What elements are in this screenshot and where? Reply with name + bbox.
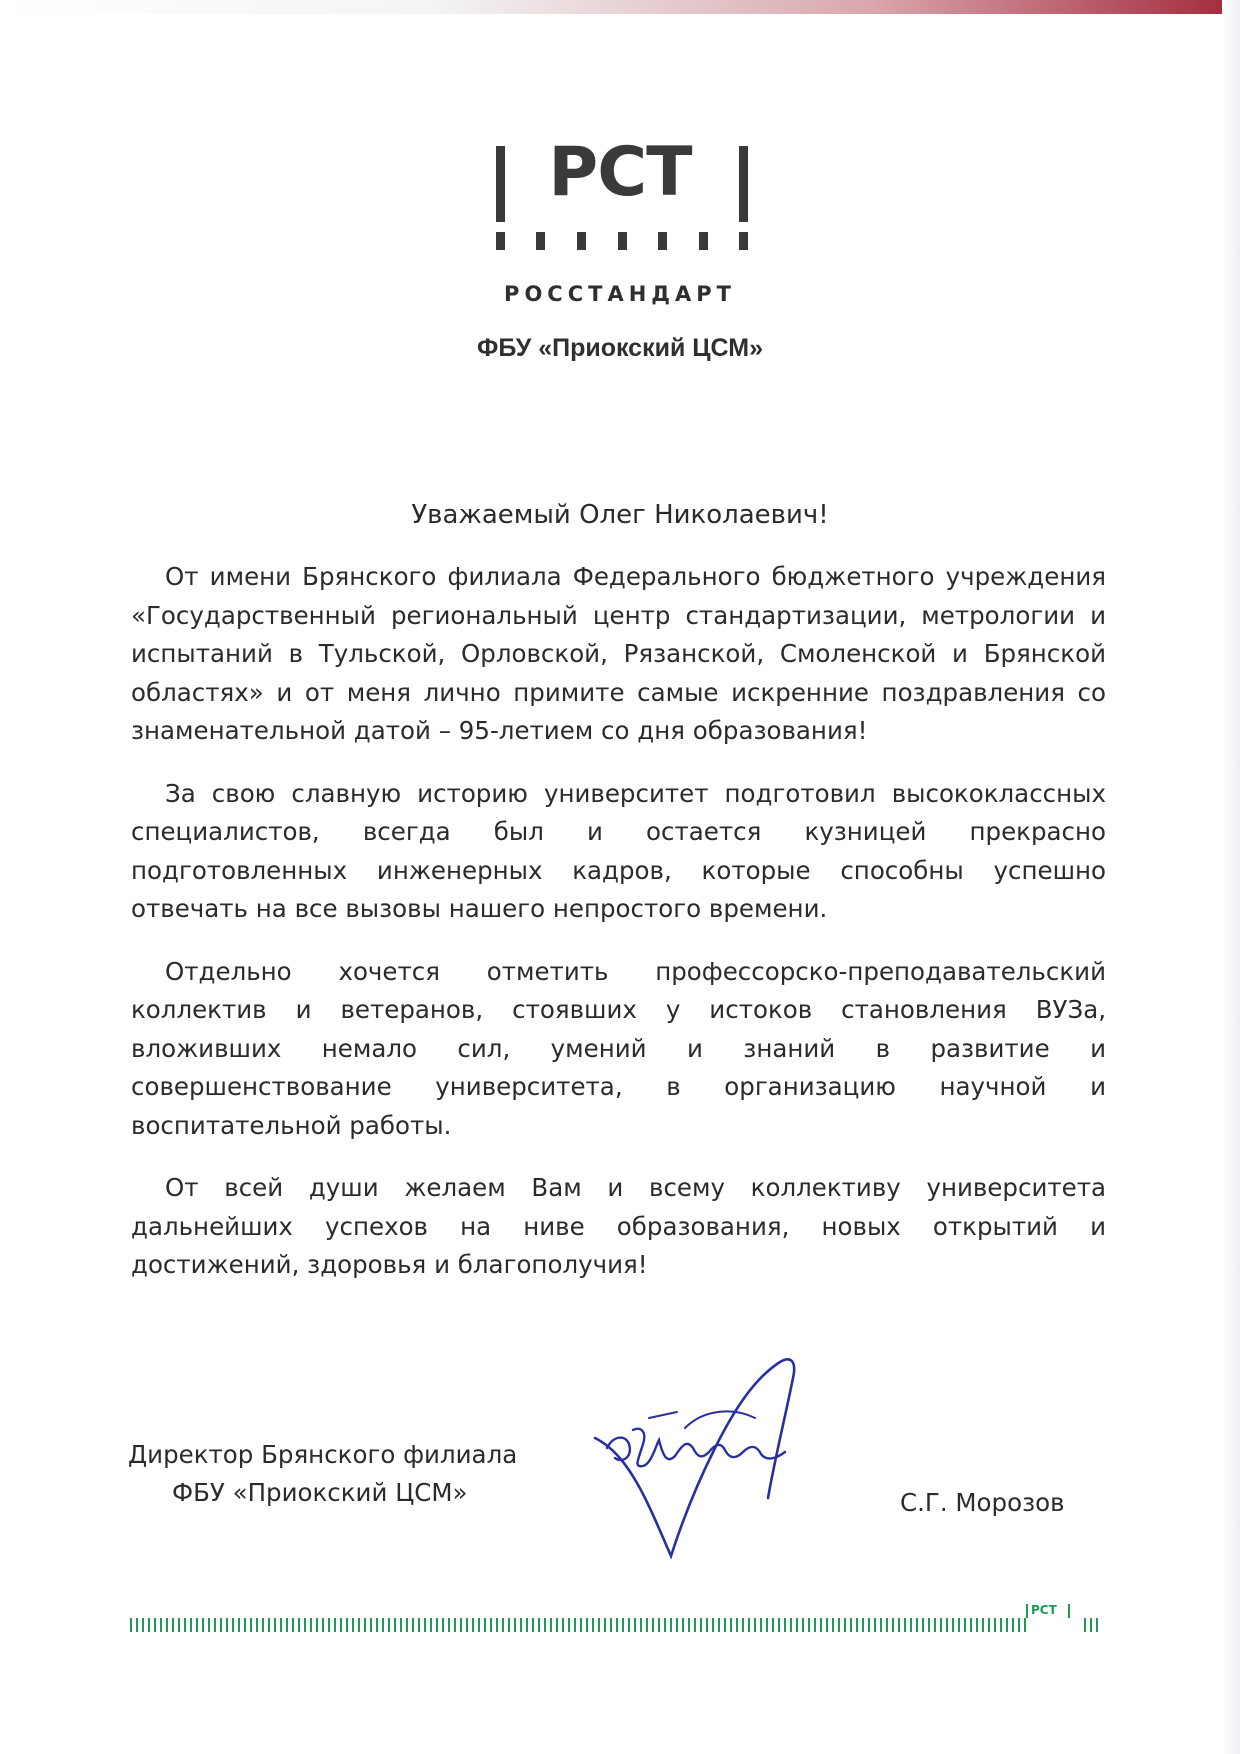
logo-tick [618, 232, 627, 250]
paragraph-4: От всей души желаем Вам и всему коллективу университета дальнейших успехов на ниве образования, новых открытий и достижений, здоровья и благополучия! [131, 1173, 1106, 1279]
footer-dotted-tail [1084, 1618, 1102, 1632]
footer-logo-text: PCT [1031, 1603, 1057, 1617]
paragraph-3: Отдельно хочется отметить профессорско-преподавательский коллектив и ветеранов, стоявших у истоков становления ВУЗа, вложивших немало сил, умений и знаний в развитие и совершенствование университета, в организацию научной и воспитательной работы. [131, 956, 1106, 1140]
signer-position [128, 1436, 578, 1512]
handwritten-signature [585, 1348, 885, 1568]
page-top-edge [0, 0, 1240, 14]
logo-tick [536, 232, 545, 250]
footer-logo [1026, 1604, 1080, 1632]
logo-left-bar [496, 146, 505, 222]
logo-tick [577, 232, 586, 250]
rosstandart-logo [496, 133, 748, 250]
signer-position-line-2: ФБУ «Приокский ЦСМ» [172, 1478, 468, 1507]
logo-tick [739, 232, 748, 250]
letter-body [131, 558, 1106, 1309]
logo-right-bar [739, 146, 748, 222]
paragraph-2: За свою славную историю университет подготовил высококлассных специалистов, всегда был и остается кузницей прекрасно подготовленных инженерных кадров, которые способны успешно отвечать на все вызовы нашего непростого времени. [131, 778, 1106, 923]
page-right-edge [1222, 0, 1240, 1754]
footer-logo-bar [1068, 1604, 1070, 1618]
organization-name: ФБУ «Приокский ЦСМ» [477, 334, 763, 362]
logo-tick [699, 232, 708, 250]
footer-dotted-line [130, 1618, 1026, 1632]
footer-logo-bar [1026, 1604, 1028, 1618]
signer-position-line-1: Директор Брянского филиала [128, 1440, 518, 1469]
logo-caption: РОССТАНДАРТ [504, 282, 736, 306]
logo-tick [496, 232, 505, 250]
logo-letters: PCT [548, 133, 692, 212]
signer-name: С.Г. Морозов [900, 1488, 1065, 1517]
paragraph-1: От имени Брянского филиала Федерального бюджетного учреждения «Государственный региональный центр стандартизации, метрологии и испытаний в Тульской, Орловской, Рязанской, Смоленской и Брянской областях» и от меня лично примите самые искренние поздравления со знаменательной датой – 95-летием со дня образования! [131, 562, 1106, 745]
logo-tick [658, 232, 667, 250]
salutation: Уважаемый Олег Николаевич! [411, 500, 829, 530]
